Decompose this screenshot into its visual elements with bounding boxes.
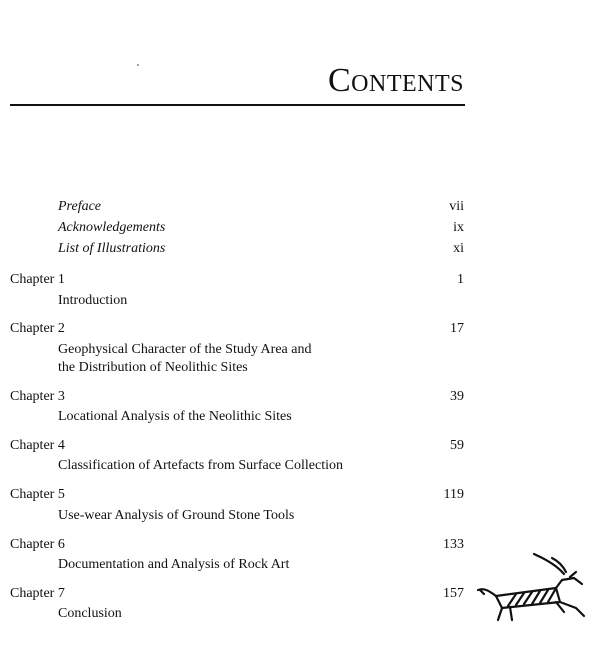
chapter-2-page: 17 (450, 321, 464, 336)
chapter-3-page: 39 (450, 389, 464, 404)
title-rest: ONTENTS (351, 71, 464, 97)
chapter-5-title[interactable]: Use-wear Analysis of Ground Stone Tools (58, 508, 295, 523)
toc-list-of-illustrations-page: xi (453, 241, 464, 256)
chapter-4-page: 59 (450, 438, 464, 453)
chapter-2-title-line-1[interactable]: Geophysical Character of the Study Area and (58, 342, 312, 357)
chapter-2-label: Chapter 2 (10, 321, 65, 336)
chapter-6-title[interactable]: Documentation and Analysis of Rock Art (58, 557, 290, 572)
toc-list-of-illustrations[interactable]: List of Illustrations (58, 241, 166, 256)
chapter-2-title-line-2[interactable]: the Distribution of Neolithic Sites (58, 360, 248, 375)
chapter-1-page: 1 (457, 272, 464, 287)
chapter-3-title[interactable]: Locational Analysis of the Neolithic Sites (58, 409, 292, 424)
toc-acknowledgements-page: ix (453, 220, 464, 235)
chapter-5-label: Chapter 5 (10, 487, 65, 502)
toc-preface[interactable]: Preface (58, 199, 102, 214)
chapter-7-title[interactable]: Conclusion (58, 606, 122, 621)
page-title (328, 62, 464, 100)
chapter-3-label: Chapter 3 (10, 389, 65, 404)
chapter-1-title[interactable]: Introduction (58, 293, 128, 308)
toc-preface-page: vii (449, 199, 464, 214)
chapter-7-label: Chapter 7 (10, 586, 65, 601)
chapter-7-page: 157 (443, 586, 464, 601)
toc-acknowledgements[interactable]: Acknowledgements (58, 220, 166, 235)
title-rule (10, 104, 465, 106)
speck (137, 64, 139, 66)
chapter-6-label: Chapter 6 (10, 537, 65, 552)
chapter-1-label: Chapter 1 (10, 272, 65, 287)
chapter-5-page: 119 (443, 487, 464, 502)
rock-art-animal-icon (476, 544, 594, 626)
chapter-4-title[interactable]: Classification of Artefacts from Surface Collection (58, 458, 343, 473)
chapter-4-label: Chapter 4 (10, 438, 65, 453)
title-initial: C (327, 62, 352, 99)
chapter-6-page: 133 (443, 537, 464, 552)
